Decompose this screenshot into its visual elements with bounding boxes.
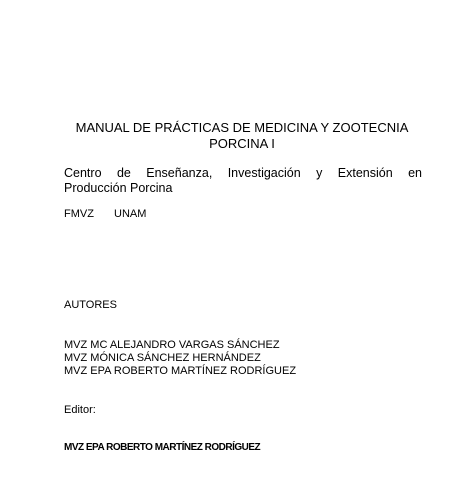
author-item: MVZ EPA ROBERTO MARTÍNEZ RODRÍGUEZ bbox=[64, 365, 297, 377]
university-label: UNAM bbox=[114, 208, 147, 220]
document-title-line-1: MANUAL DE PRÁCTICAS DE MEDICINA Y ZOOTECNIA bbox=[75, 120, 409, 135]
center-name-line-2: Producción Porcina bbox=[64, 181, 173, 195]
editor-label: Editor: bbox=[64, 404, 96, 416]
editor-name: MVZ EPA ROBERTO MARTÍNEZ RODRÍGUEZ bbox=[64, 442, 261, 453]
author-item: MVZ MC ALEJANDRO VARGAS SÁNCHEZ bbox=[64, 339, 280, 351]
center-name-line-1: Centro de Enseñanza, Investigación y Extensión en bbox=[64, 166, 422, 180]
authors-heading: AUTORES bbox=[64, 299, 117, 311]
institution-label: FMVZ bbox=[64, 208, 94, 220]
document-title-line-2: PORCINA I bbox=[209, 136, 275, 151]
author-item: MVZ MÓNICA SÁNCHEZ HERNÁNDEZ bbox=[64, 352, 261, 364]
